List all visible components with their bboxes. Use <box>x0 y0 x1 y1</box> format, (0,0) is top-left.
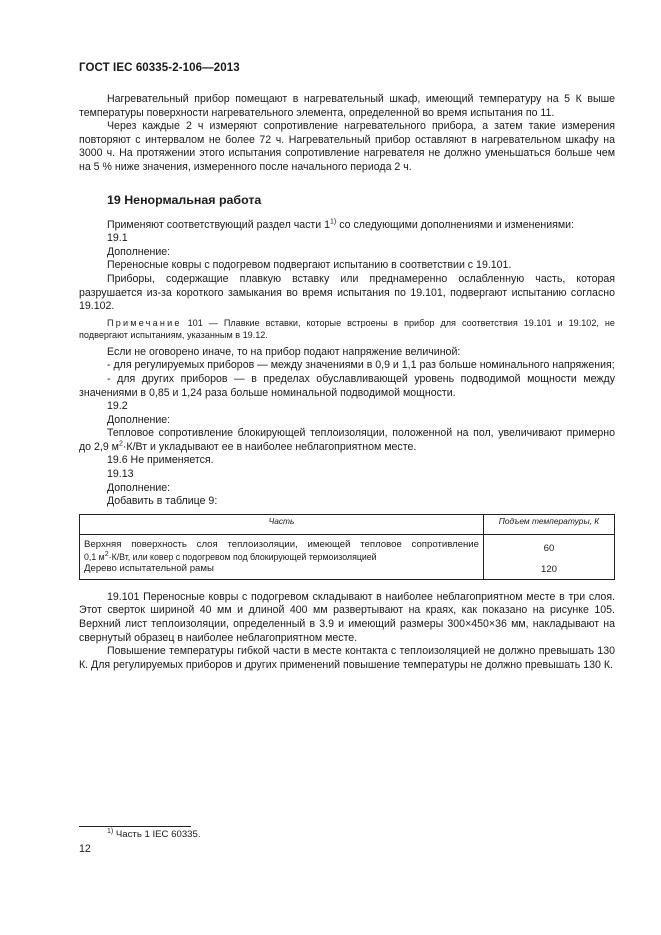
clause-19-2: 19.2 <box>107 400 128 413</box>
clause-19-6: 19.6 Не применяется. <box>107 454 214 467</box>
list-item-regulated: - для регулируемых приборов — между значениями в 0,9 и 1,1 раз больше номинального напряжения; <box>107 359 615 372</box>
standard-title: ГОСТ IEC 60335-2-106—2013 <box>79 62 240 74</box>
footnote: $^{1)}$ Часть 1 IEC 60335. <box>107 827 201 840</box>
table-row <box>80 534 615 579</box>
paragraph-thermal-resistance: Тепловое сопротивление блокирующей теплоизоляции, положенной на пол, увеличивают примерно до 2,9 $м^2\cdot К/Вт$ и укладывают ее в наиболее неблагоприятном месте. <box>79 427 615 453</box>
paragraph-resistance-measurement: Через каждые 2 ч измеряют сопротивление нагревательного прибора, а затем такие измерения повторяют с интервалом не более 72 ч. Нагревательный прибор оставляют в нагревательном шкафу на 3000 ч. На протяжении этого испытания сопротивление нагревателя не должно уменьшаться больше чем на 5 % ниже значения, измеренного после начального периода 2 ч. <box>79 120 615 173</box>
clause-19-1: 19.1 <box>107 232 128 245</box>
column-header-rise: Подъем температуры, К <box>484 514 615 534</box>
table-header-row <box>80 514 615 534</box>
addition-label: Дополнение: <box>107 413 171 426</box>
paragraph-add-table: Добавить в таблице 9: <box>107 495 218 508</box>
addition-label: Дополнение: <box>107 245 171 258</box>
column-header-part: Часть <box>80 514 484 534</box>
paragraph-19-101: 19.101 Переносные ковры с подогревом складывают в наиболее неблагоприятном месте в три слоя. Этот сверток шириной 40 мм и длиной 400 мм развертывают на краях, как показано на рисунке 105. Верхний лист теплоизоляции, определенный в 3.9 и имеющий размеры 300×450×36 мм, накладывают на свернутый образец в наиболее неблагоприятном месте. <box>79 590 615 644</box>
paragraph-voltage: Если не оговорено иначе, то на прибор подают напряжение величиной: <box>107 345 461 358</box>
paragraph-temperature-limit: Повышение температуры гибкой части в месте контакта с теплоизоляцией не должно превышать 130 К. Для регулируемых приборов и других применений повышение температуры не должно превышать 130 К. <box>79 645 615 671</box>
list-item-other: - для других приборов — в пределах обуславливающей уровень подводимой мощности между значениями в 0,85 и 1,24 раза больше номинальной подводимой мощности. <box>79 372 615 399</box>
paragraph-fuse: Приборы, содержащие плавкую вставку или преднамеренно ослабленную часть, которая разрушается из-за короткого замыкания во время испытания по 19.101, подвергают испытанию согласно 19.102. <box>79 272 615 313</box>
note-101: Примечание 101 — Плавкие вставки, которые встроены в прибор для соответствия 19.101 и 19.102, не подвергают испытаниям, указанным в 19.12. <box>79 317 615 340</box>
temperature-rise-table <box>79 514 615 580</box>
footnote-divider <box>79 826 191 827</box>
table-cell-values: 60 120 <box>484 534 615 579</box>
paragraph-heated-mats: Переносные ковры с подогревом подвергают испытанию в соответствии с 19.101. <box>107 259 512 272</box>
note-label: Примечание <box>107 317 182 328</box>
addition-label: Дополнение: <box>107 481 171 494</box>
section-heading: 19 Ненормальная работа <box>107 192 262 207</box>
paragraph-apply-part1: Применяют соответствующий раздел части 1$^{1)}$ со следующими дополнениями и изменениями: <box>107 218 575 231</box>
clause-19-13: 19.13 <box>107 468 134 481</box>
footnote-ref: 1) <box>330 218 337 226</box>
paragraph-heating-cabinet: Нагревательный прибор помещают в нагревательный шкаф, имеющий температуру на 5 К выше температуры поверхности нагревательного элемента, определенной во время испытания по 11. <box>79 93 615 119</box>
page-body <box>79 93 615 672</box>
page-number: 12 <box>79 843 91 855</box>
table-cell-part: Верхняя поверхность слоя теплоизоляции, имеющей тепловое сопротивление 0,1 $м^2\cdot К/Вт$, или ковер с подогревом под блокирующей термоизоляцией Дерево испытательной рамы <box>80 534 484 579</box>
